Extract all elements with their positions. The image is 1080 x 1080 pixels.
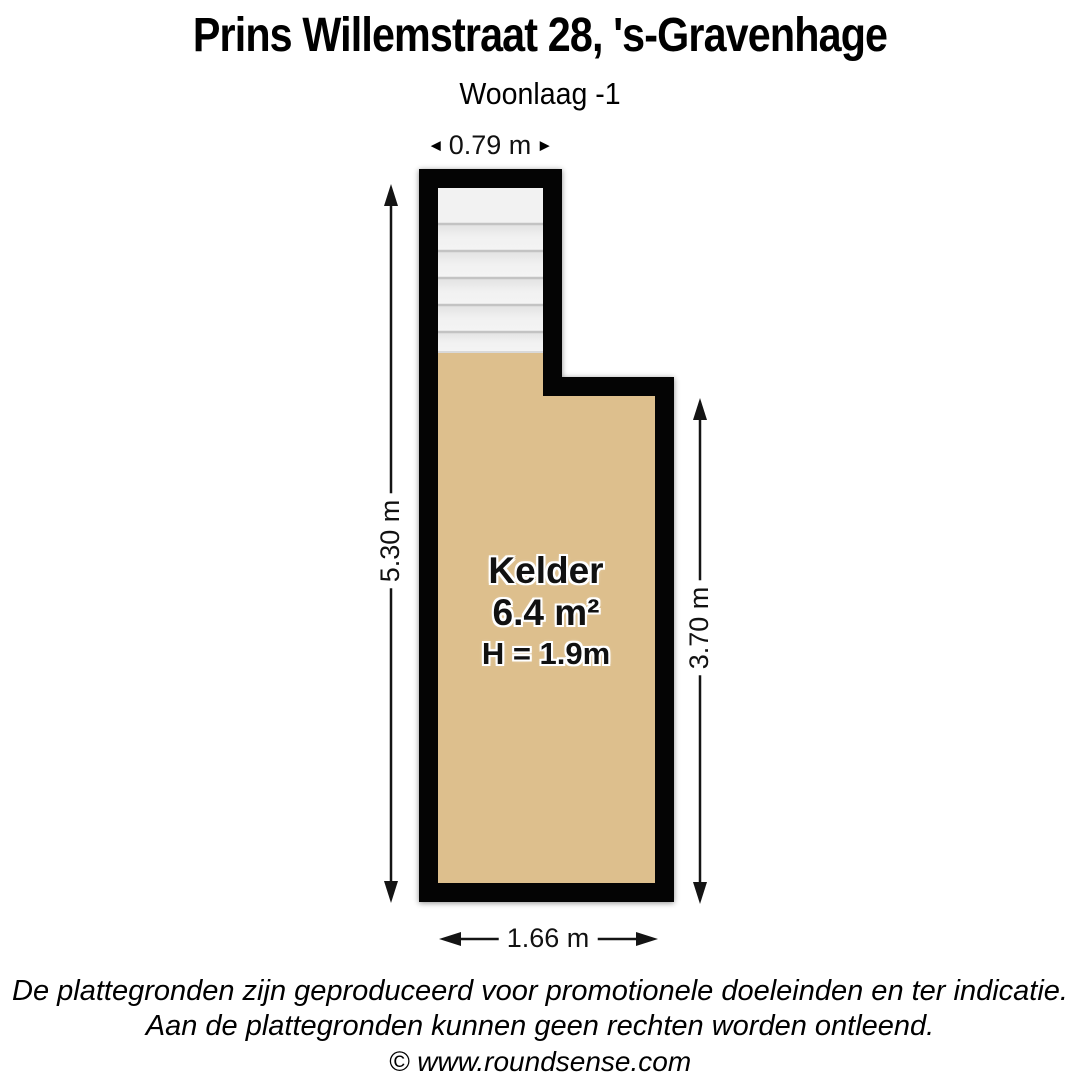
- stair-tread: [438, 251, 543, 278]
- dimension-label-bottom: 1.66 m: [499, 924, 598, 954]
- room-ceiling-height-label: H = 1.9m: [481, 636, 611, 671]
- disclaimer-line-1: De plattegronden zijn geproduceerd voor promotionele doeleinden en ter indicatie.: [12, 975, 1068, 1007]
- arrow-right-icon: [636, 932, 658, 946]
- page-subtitle: Woonlaag -1: [459, 76, 621, 111]
- dimension-label-top: [431, 131, 550, 161]
- dimension-value-top: 0.79 m: [448, 130, 532, 161]
- dimension-label-right: 3.70 m: [683, 581, 717, 676]
- dimension-label-left: 5.30 m: [374, 494, 408, 589]
- stair-tread: [438, 278, 543, 305]
- disclaimer-line-2: Aan de plattegronden kunnen geen rechten worden ontleend.: [145, 1010, 935, 1042]
- room-area-label: 6.4 m²: [492, 592, 600, 633]
- arrow-down-icon: [693, 882, 707, 904]
- stair-tread: [438, 224, 543, 251]
- arrow-left-icon: [439, 932, 461, 946]
- stair-tread: [438, 305, 543, 332]
- arrow-down-icon: [384, 881, 398, 903]
- copyright-line: © www.roundsense.com: [388, 1046, 692, 1077]
- room-name-label: Kelder: [488, 550, 604, 591]
- arrow-up-icon: [384, 184, 398, 206]
- arrow-right-icon: [539, 141, 549, 151]
- stair-tread: [438, 332, 543, 352]
- arrow-left-icon: [431, 141, 441, 151]
- footer-disclaimer: [0, 974, 1080, 1079]
- page-title: Prins Willemstraat 28, 's-Gravenhage: [192, 9, 888, 62]
- arrow-up-icon: [693, 398, 707, 420]
